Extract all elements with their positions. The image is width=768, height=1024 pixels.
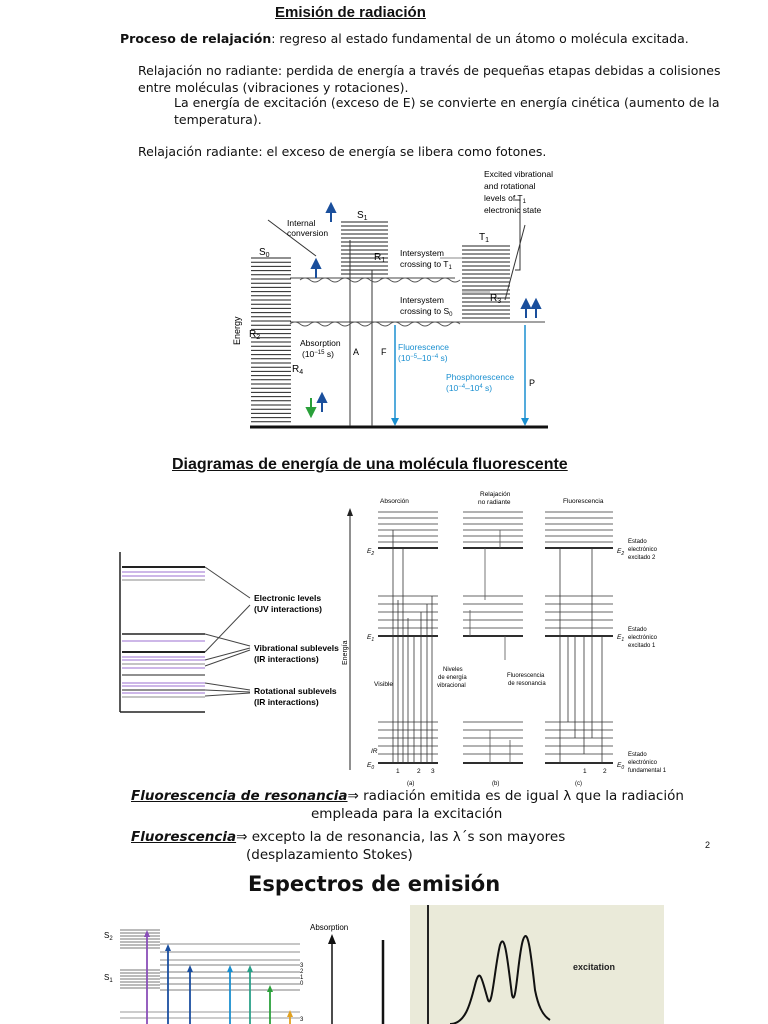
phosphorescence-label: Phosphorescence ($10^{-4}-10^4$ s) [446,372,515,393]
ir-label: IR [371,748,378,755]
tick-c-1: 1 [583,768,587,775]
absorption-label: Absorption ($10^{-15}$ s) [300,338,341,359]
paragraph-no-radiante: Relajación no radiante: perdida de energía a través de pequeñas etapas debidas a colisiones entre moléculas (vibraciones y rotaciones). [138,63,721,95]
e1-right: $E_1$ [617,634,625,643]
f-label: F [381,347,387,357]
estado-fundamental-label: Estado electrónico fundamental 1 [628,752,667,774]
e1-left: $E_1$ [367,634,375,643]
isc-t1-label: Intersystem crossing to $T_1$ [400,248,452,271]
arrow-head [227,965,233,972]
arrow-head [287,1010,293,1017]
section-title-espectros: Espectros de emisión [248,872,501,896]
estado-excitado-1-label: Estado electrónico excitado 1 [628,627,658,649]
excitation-curve [450,936,550,1024]
page-number: 2 [705,840,711,850]
panel-c-label: (c) [575,781,582,787]
s2-label: $S_2$ [104,931,113,942]
absorcion-label: Absorción [380,498,409,505]
excited-levels-label: Excited vibrational and rotational levels of $T_1$ electronic state [484,169,553,215]
fluorescencia-resonancia-paragraph: Fluorescencia de resonancia⇒ radiación emitida es de igual λ que la radiación empleada para la excitación [131,788,684,822]
panel-absorcion [378,512,438,763]
term-fluorescencia-resonancia: Fluorescencia de resonancia [131,788,348,804]
level-1: 1 [300,975,304,981]
down-arrow-green [307,398,315,416]
panel-relajacion [463,512,523,763]
fluor-resonancia-label: Fluorescencia de resonancia [507,673,546,687]
paragraph-radiante: Relajación radiante: el exceso de energía se libera como fotones. [138,144,547,159]
panel-a-label: (a) [407,781,415,787]
paragraph-energia-excitacion: La energía de excitación (exceso de E) se convierte en energía cinética (aumento de la temperatura). [174,95,720,127]
r1-label: $R_1$ [374,252,386,264]
s1-label: $S_1$ [357,210,368,222]
fluorescencia-label: Fluorescencia [563,498,604,505]
relajacion-label: Relajación no radiante [478,491,511,506]
tick-a-1: 1 [396,768,400,775]
fluorescencia-paragraph: Fluorescencia⇒ excepto la de resonancia, las λ´s son mayores (desplazamiento Stokes) [131,829,566,863]
r2-label: $R_2$ [249,329,261,341]
arrow-head [187,965,193,972]
level-lines [122,567,205,697]
rotational-sublevels-label: Rotational sublevels (IR interactions) [254,686,337,707]
arrow-head [165,944,171,951]
isc-wavy-t1 [300,278,460,282]
e0-left: $E_0$ [367,762,375,771]
implies-arrow: ⇒ [347,788,359,804]
visible-label: Visible [374,681,394,688]
t1-energy-levels [462,246,510,318]
section-title-emision: Emisión de radiación [275,4,426,21]
term-fluorescencia: Fluorescencia [131,829,237,845]
lambda-symbol: λ [452,829,461,845]
tick-c-2: 2 [603,768,607,775]
arrow-head [247,965,253,972]
section-title-diagramas: Diagramas de energía de una molécula fluorescente [172,456,568,473]
electronic-levels-diagram [115,545,340,720]
term-proceso-relajacion: Proceso de relajación [120,31,272,46]
panel-b-label: (b) [492,781,500,787]
isc-s0-label: Intersystem crossing to $S_0$ [400,295,453,318]
s1-label: $S_1$ [104,973,113,984]
tick-a-3: 3 [431,768,435,775]
energia-axis-label: Energía [342,640,349,665]
s1-energy-levels [341,222,388,274]
t1-label: $T_1$ [479,232,490,244]
lambda-symbol: λ [563,788,572,804]
fluorescence-panels-diagram [335,485,680,790]
absorption-label: Absorption [310,923,349,932]
implies-arrow: ⇒ [236,829,248,845]
level-3-bottom: 3 [300,1017,304,1023]
panel-fluorescencia [545,512,613,763]
e0-right: $E_0$ [617,762,625,771]
level-0: 0 [300,981,304,987]
a-label: A [353,347,360,357]
excitation-label: excitation [573,962,616,972]
e2-left: $E_2$ [367,548,375,557]
s0-label: $S_0$ [259,247,270,259]
jablonski-diagram [225,165,565,435]
paragraph-proceso-relajacion: Proceso de relajación: regreso al estado fundamental de un átomo o molécula excitada. [120,31,689,46]
energy-axis-label: Energy [232,316,242,345]
vibrational-sublevels-label: Vibrational sublevels (IR interactions) [254,643,339,664]
p-label: P [529,378,536,388]
fluorescence-label: Fluorescence ($10^{-5}-10^{-4}$ s) [398,342,450,363]
niveles-label: Niveles de energía vibracional [437,667,467,689]
internal-conversion-label: Internal conversion [287,218,329,238]
level-2: 2 [300,969,304,975]
level-pointers [205,567,250,696]
e2-right: $E_2$ [617,548,625,557]
level-3-top: 3 [300,963,304,969]
r4-label: $R_4$ [292,364,304,376]
electronic-levels-label: Electronic levels (UV interactions) [254,593,323,614]
tick-a-2: 2 [417,768,421,775]
emission-levels-diagram [95,905,395,1024]
estado-excitado-2-label: Estado electrónico excitado 2 [628,539,658,561]
arrow-head [267,985,273,992]
isc-wavy-s0 [290,322,460,326]
excitation-spectrum-photo [410,905,664,1024]
r3-label: $R_3$ [490,293,502,305]
